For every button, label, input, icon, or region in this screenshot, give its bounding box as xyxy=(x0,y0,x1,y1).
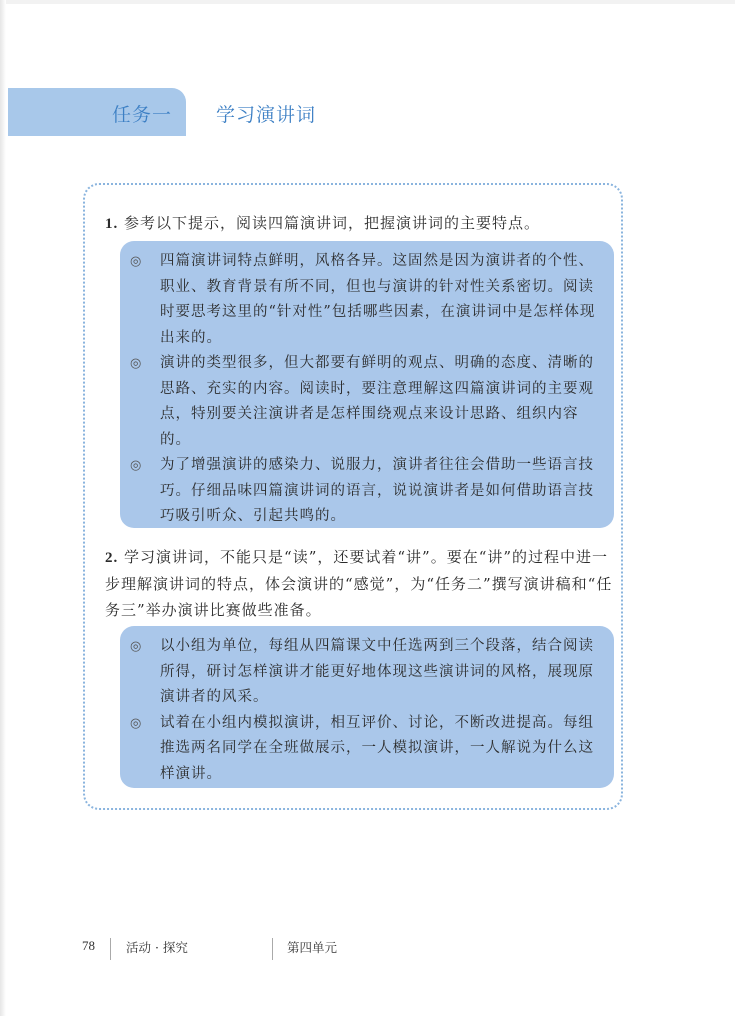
item-heading-text: 学习演讲词，不能只是“读”，还要试着“讲”。要在“讲”的过程中进一步理解演讲词的特点，体会演讲的“感觉”，为“任务二”撰写演讲稿和“任务三”举办演讲比赛做些准备。 xyxy=(105,548,613,619)
hint-item xyxy=(130,351,602,453)
hint-text: 试着在小组内模拟演讲，相互评价、讨论，不断改进提高。每组推选两名同学在全班做展示，一人模拟演讲，一人解说为什么这样演讲。 xyxy=(160,714,594,782)
hint-item xyxy=(130,634,602,711)
task-tab-label: 任务一 xyxy=(112,104,173,126)
bullet-icon: ◎ xyxy=(130,254,143,269)
bullet-icon: ◎ xyxy=(130,639,143,654)
page-edge xyxy=(0,0,735,4)
page-edge xyxy=(0,0,6,1016)
hint-item xyxy=(130,453,602,530)
footer-section: 活动 · 探究 xyxy=(126,940,188,955)
page-number: 78 xyxy=(82,938,95,953)
item-heading xyxy=(105,210,615,237)
hint-box xyxy=(120,626,614,788)
task-header xyxy=(8,88,208,136)
hint-box xyxy=(120,241,614,528)
hint-text: 演讲的类型很多，但大都要有鲜明的观点、明确的态度、清晰的思路、充实的内容。阅读时，要注意理解这四篇演讲词的主要观点，特别要关注演讲者是怎样围绕观点来设计思路、组织内容的。 xyxy=(160,355,594,448)
footer-unit: 第四单元 xyxy=(287,940,338,955)
hint-item xyxy=(130,711,602,788)
footer-divider xyxy=(110,938,111,960)
footer-divider xyxy=(272,938,273,960)
hint-text: 为了增强演讲的感染力、说服力，演讲者往往会借助一些语言技巧。仔细品味四篇演讲词的语言，说说演讲者是如何借助语言技巧吸引听众、引起共鸣的。 xyxy=(160,457,594,524)
hint-text: 四篇演讲词特点鲜明，风格各异。这固然是因为演讲者的个性、职业、教育背景有所不同，但也与演讲的针对性关系密切。阅读时要思考这里的“针对性”包括哪些因素，在演讲词中是怎样体现出来的。 xyxy=(160,253,596,346)
hint-text: 以小组为单位，每组从四篇课文中任选两到三个段落，结合阅读所得，研讨怎样演讲才能更好地体现这些演讲词的风格，展现原演讲者的风采。 xyxy=(160,638,594,705)
item-heading-text: 参考以下提示，阅读四篇演讲词，把握演讲词的主要特点。 xyxy=(124,214,541,232)
item-number: 2. xyxy=(105,550,119,566)
item-number: 1. xyxy=(105,216,119,232)
bullet-icon: ◎ xyxy=(130,356,143,371)
item-heading xyxy=(105,544,615,623)
hint-item xyxy=(130,249,602,351)
task-title: 学习演讲词 xyxy=(216,104,317,126)
bullet-icon: ◎ xyxy=(130,458,143,473)
page-footer xyxy=(0,938,735,968)
bullet-icon: ◎ xyxy=(130,715,143,731)
